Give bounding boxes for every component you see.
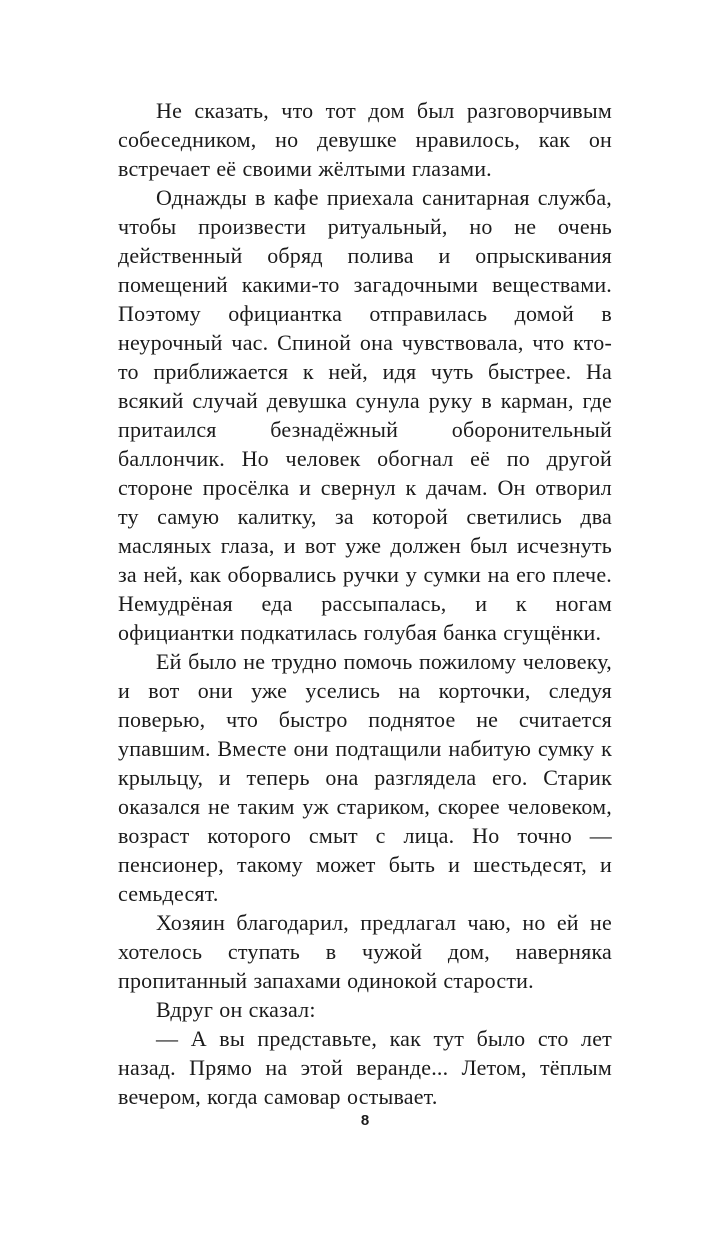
paragraph: Не сказать, что тот дом был разговорчивым собеседником, но девушке нравилось, как он встречает её своими жёлтыми глазами. (118, 98, 612, 181)
paragraph: Ей было не трудно помочь пожилому человеку, и вот они уже уселись на корточки, следуя поверью, что быстро поднятое не считается упавшим. Вместе они подтащили набитую сумку к крыльцу, и теперь она разглядела его. Старик оказался не таким уж стариком, скорее человеком, возраст которого смыт с лица. Но точно — пенсионер, такому может быть и шестьдесят, и семьдесят. (118, 649, 612, 906)
paragraph: Однажды в кафе приехала санитарная служба, чтобы произвести ритуальный, но не очень действенный обряд полива и опрыскивания помещений какими-то загадочными веществами. Поэтому официантка отправилась домой в неурочный час. Спиной она чувствовала, что кто-то приближается к ней, идя чуть быстрее. На всякий случай девушка сунула руку в карман, где притаился безнадёжный оборонительный баллончик. Но человек обогнал её по другой стороне просёлка и свернул к дачам. Он отворил ту самую калитку, за которой светились два масляных глаза, и вот уже должен был исчезнуть за ней, как оборвались ручки у сумки на его плече. Немудрёная еда рассыпалась, и к ногам официантки подкатилась голубая банка сгущёнки. (118, 185, 612, 645)
paragraph-dialogue: — А вы представьте, как тут было сто лет назад. Прямо на этой веранде... Летом, тёплым вечером, когда самовар остывает. (118, 1026, 612, 1109)
page-text-block (118, 96, 612, 1111)
paragraph: Хозяин благодарил, предлагал чаю, но ей не хотелось ступать в чужой дом, наверняка пропитанный запахами одинокой старости. (118, 910, 612, 993)
page-number: 8 (360, 1112, 370, 1129)
paragraph: Вдруг он сказал: (156, 997, 316, 1022)
